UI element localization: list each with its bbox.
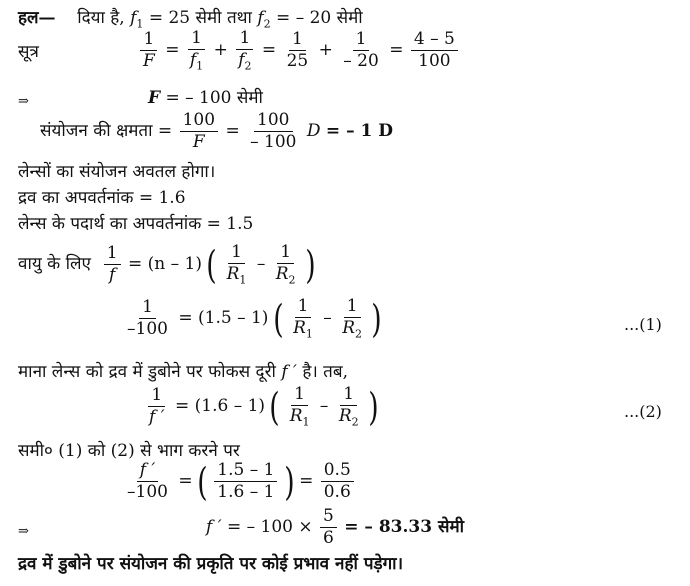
equation-2: $\frac{1}{f '}$ = (1.6 – 1) ( $\frac{1}{R_1}$ – $\frac{1}{R_2}$ ) [149, 384, 379, 429]
implies-arrow: ⇒ [18, 94, 29, 109]
f2-symbol: f [257, 8, 264, 28]
f1-symbol: f [130, 8, 137, 28]
air-label: वायु के लिए [18, 254, 91, 275]
line-F-result [18, 92, 29, 109]
solution-label: हल— [18, 8, 56, 28]
f2-sub: 2 [263, 17, 271, 31]
formula-label: सूत्र [18, 42, 39, 62]
frac-100-m100: $\frac{100}{- 100}$ [250, 110, 297, 152]
line-final-arrow [18, 522, 29, 539]
formula-equation: $\frac{1}{F}$ = $\frac{1}{f_1}$ + $\frac{1}{f_2}$ = $\frac{1}{25}$ + $\frac{1}{- 20}$ = $\frac{4 - 5}{100}$ [138, 30, 460, 71]
frac-45-100: $\frac{4 - 5}{100}$ [411, 31, 458, 70]
equation-number-1: ...(1) [624, 315, 662, 334]
ratio-equation: $\frac{f '}{-100}$ = ( $\frac{1.5 - 1}{1.6 - 1}$ ) = $\frac{0.5}{0.6}$ [122, 462, 356, 501]
equation-1: $\frac{1}{-100}$ = (1.5 – 1) ( $\frac{1}{R_1}$ – $\frac{1}{R_2}$ ) [127, 296, 383, 341]
frac-1-f2: $\frac{1}{f_2}$ [238, 28, 252, 73]
line-power: संयोजन की क्षमता = $\frac{100}{F}$ = $\frac{100}{- 100}$ D = – 1 D [40, 110, 393, 152]
frac-1-m20: $\frac{1}{- 20}$ [343, 29, 379, 72]
final-result: f ′ = – 100 × $\frac{5}{6}$ = – 83.33 सेमी [206, 506, 465, 548]
frac-100-F: $\frac{100}{F}$ [180, 112, 218, 151]
equation-number-2: ...(2) [624, 402, 662, 421]
frac-1-25: $\frac{1}{25}$ [286, 29, 309, 72]
f1-value: = 25 सेमी तथा [148, 8, 252, 28]
line-immersed: माना लेन्स को द्रव में डुबोने पर फोकस दूरी f ′ है। तब, [18, 362, 348, 382]
line-liquid-index: द्रव का अपवर्तनांक = 1.6 [18, 188, 186, 208]
line-given [18, 10, 363, 29]
frac-1-F: $\frac{1}{F}$ [140, 31, 158, 70]
line-divide: समी० (1) को (2) से भाग करने पर [18, 441, 240, 461]
conclusion: द्रव में डुबोने पर संयोजन की प्रकृति पर कोई प्रभाव नहीं पड़ेगा। [18, 554, 404, 574]
line-formula-label [18, 44, 39, 61]
given-text: दिया है, [77, 8, 125, 28]
power-result: = – 1 D [325, 121, 393, 141]
implies-arrow-2: ⇒ [18, 524, 29, 539]
line-concave: लेन्सों का संयोजन अवतल होगा। [18, 162, 216, 182]
f2-value: = – 20 सेमी [276, 8, 363, 28]
F-result: F = – 100 सेमी [148, 88, 263, 108]
line-air-equation: वायु के लिए $\frac{1}{f}$ = (n – 1) ( $\frac{1}{R_1}$ – $\frac{1}{R_2}$ ) [18, 242, 316, 287]
line-lens-index: लेन्स के पदार्थ का अपवर्तनांक = 1.5 [18, 214, 254, 234]
power-label: संयोजन की क्षमता = [40, 121, 173, 141]
frac-1-f1: $\frac{1}{f_1}$ [189, 28, 204, 73]
final-value: = – 83.33 सेमी [344, 517, 465, 537]
f1-sub: 1 [136, 17, 144, 31]
